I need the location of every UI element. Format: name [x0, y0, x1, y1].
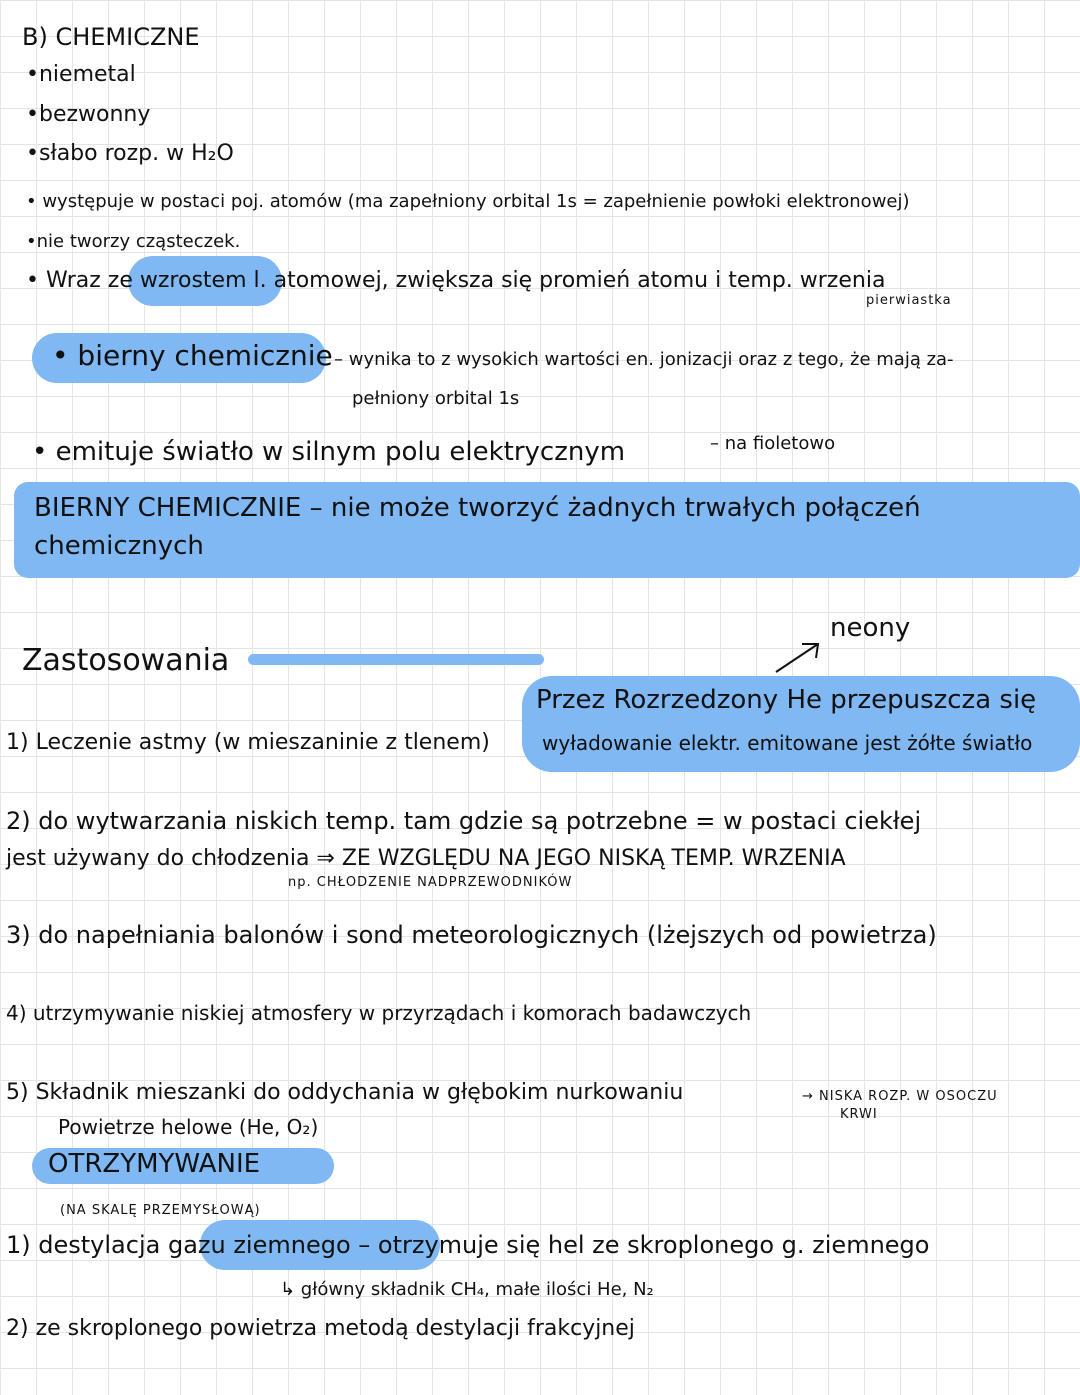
he-box-line1: Przez Rozrzedzony He przepuszcza się — [536, 685, 1037, 715]
section-heading-chemiczne: B) CHEMICZNE — [22, 23, 200, 51]
section-heading-zastosowania: Zastosowania — [22, 643, 230, 678]
use-item-5-arrow: → NISKA ROZP. W OSOCZU — [802, 1089, 998, 1104]
use-item-5-line1: 5) Składnik mieszanki do oddychania w głębokim nurkowaniu — [6, 1080, 684, 1105]
bullet-niemetal: •niemetal — [26, 62, 136, 87]
use-item-2-line2: jest używany do chłodzenia ⇒ ZE WZGLĘDU NA JEGO NISKĄ TEMP. WRZENIA — [6, 846, 846, 871]
bierny-box-line1: BIERNY CHEMICZNIE – nie może tworzyć żadnych trwałych połączeń — [34, 493, 921, 523]
emituje-swiatlo: • emituje światło w silnym polu elektrycznym — [32, 437, 626, 467]
get-item-1-note: ↳ główny składnik CH₄, małe ilości He, N₂ — [280, 1279, 654, 1300]
bullet-czasteczki: •nie tworzy cząsteczek. — [26, 231, 241, 252]
bierny-chemicznie-label: • bierny chemicznie — [52, 339, 333, 372]
note-neony: neony — [830, 613, 911, 643]
use-item-5-krwi: KRWI — [840, 1107, 878, 1122]
bierny-explanation: – wynika to z wysokich wartości en. jonizacji oraz z tego, że mają za- — [334, 349, 954, 370]
use-item-2-note: np. CHŁODZENIE NADPRZEWODNIKÓW — [288, 875, 573, 890]
use-item-2-line1: 2) do wytwarzania niskich temp. tam gdzie są potrzebne = w postaci ciekłej — [6, 807, 922, 835]
use-item-3: 3) do napełniania balonów i sond meteorologicznych (lżejszych od powietrza) — [6, 921, 937, 949]
scale-note: (NA SKALĘ PRZEMYSŁOWĄ) — [60, 1203, 261, 1218]
get-item-2: 2) ze skroplonego powietrza metodą destylacji frakcyjnej — [6, 1316, 635, 1341]
bullet-rozpuszczalnosc: •słabo rozp. w H₂O — [26, 141, 234, 166]
use-item-4: 4) utrzymywanie niskiej atmosfery w przyrządach i komorach badawczych — [6, 1001, 752, 1025]
he-box-line2: wyładowanie elektr. emitowane jest żółte światło — [542, 731, 1033, 755]
emituje-note: – na fioletowo — [710, 433, 836, 454]
bierny-explanation-2: pełniony orbital 1s — [352, 388, 520, 409]
highlight-zastosowania-underline — [248, 654, 544, 665]
get-item-1: 1) destylacja gazu ziemnego – otrzymuje się hel ze skroplonego g. ziemnego — [6, 1231, 930, 1259]
use-item-5-line2: Powietrze helowe (He, O₂) — [58, 1115, 319, 1139]
bullet-wzrost: • Wraz ze wzrostem l. atomowej, zwiększa się promień atomu i temp. wrzenia — [26, 268, 886, 293]
use-item-1: 1) Leczenie astmy (w mieszaninie z tlenem) — [6, 730, 490, 755]
bierny-box-line2: chemicznych — [34, 531, 204, 561]
arrow-neony-icon — [770, 636, 830, 676]
bullet-bezwonny: •bezwonny — [26, 102, 151, 127]
bullet-atomy: • występuje w postaci poj. atomów (ma zapełniony orbital 1s = zapełnienie powłoki elektronowej) — [26, 191, 910, 212]
section-heading-otrzymywanie: OTRZYMYWANIE — [48, 1149, 261, 1179]
note-pierwiastka: pierwiastka — [866, 293, 952, 308]
